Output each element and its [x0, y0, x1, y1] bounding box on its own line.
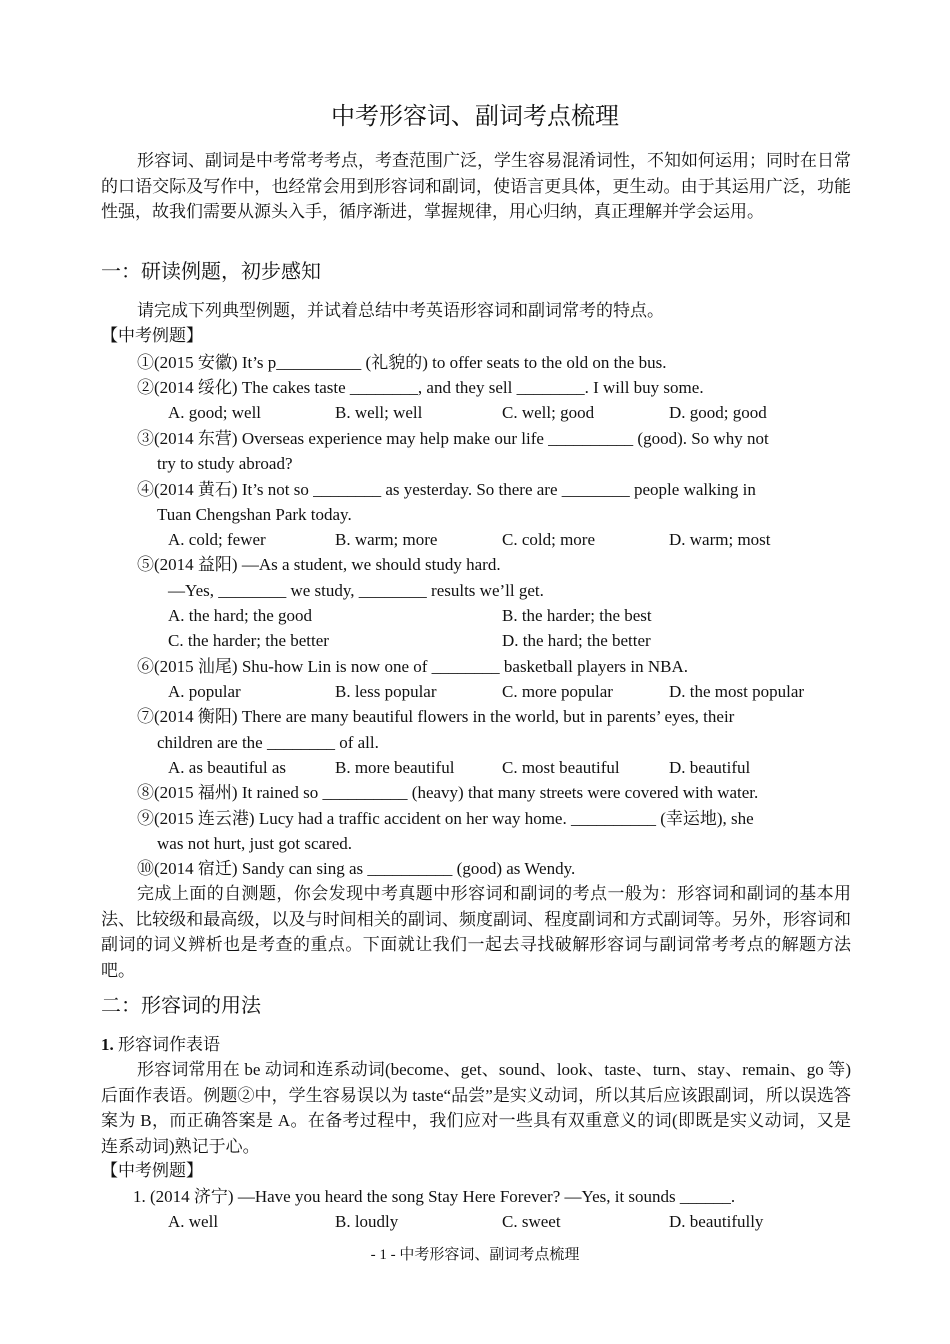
ex1-option-b: B. loudly [335, 1212, 399, 1231]
question-6: ⑥(2015 汕尾) Shu-how Lin is now one of ________ basketball players in NBA. [137, 657, 689, 676]
q5-option-c: C. the harder; the better [168, 631, 329, 650]
q5-option-b: B. the harder; the best [502, 606, 652, 625]
page-footer: - 1 - 中考形容词、副词考点梳理 [370, 1247, 580, 1263]
q4-option-c: C. cold; more [502, 530, 596, 549]
question-8: ⑧(2015 福州) It rained so __________ (heavy) that many streets were covered with water. [137, 783, 759, 802]
q7-option-c: C. most beautiful [502, 758, 620, 777]
question-1: ①(2015 安徽) It’s p__________ (礼貌的) to offer seats to the old on the bus. [137, 353, 667, 372]
question-4-cont: Tuan Chengshan Park today. [157, 505, 352, 524]
q6-option-d: D. the most popular [669, 682, 805, 701]
example-1: 1. (2014 济宁) —Have you heard the song Stay Here Forever? —Yes, it sounds ______. [133, 1187, 736, 1206]
ex1-option-a: A. well [168, 1212, 219, 1231]
q4-option-b: B. warm; more [335, 530, 438, 549]
q2-option-d: D. good; good [669, 403, 767, 422]
page-title: 中考形容词、副词考点梳理 [331, 104, 619, 130]
q5-option-a: A. the hard; the good [168, 606, 312, 625]
q4-option-a: A. cold; fewer [168, 530, 266, 549]
q2-option-b: B. well; well [335, 403, 423, 422]
q6-option-a: A. popular [168, 682, 241, 701]
question-3-cont: try to study abroad? [157, 454, 293, 473]
question-5: ⑤(2014 益阳) —As a student, we should study hard. [137, 555, 501, 574]
q4-option-d: D. warm; most [669, 530, 771, 549]
summary-paragraph: 完成上面的自测题，你会发现中考真题中形容词和副词的考点一般为：形容词和副词的基本用法、比较级和最高级，以及与时间相关的副词、频度副词、程度副词和方式副词等。另外，形容词和副词的词义辨析也是考查的重点。下面就让我们一起去寻找破解形容词与副词常考考点的解题方法吧。 [101, 884, 851, 980]
q7-option-a: A. as beautiful as [168, 758, 287, 777]
exam-label: 【中考例题】 [101, 326, 203, 345]
q7-option-b: B. more beautiful [335, 758, 455, 777]
q2-option-c: C. well; good [502, 403, 595, 422]
question-3: ③(2014 东营) Overseas experience may help make our life __________ (good). So why not [137, 429, 769, 448]
question-7: ⑦(2014 衡阳) There are many beautiful flowers in the world, but in parents’ eyes, their [137, 707, 735, 726]
instruction-text: 请完成下列典型例题，并试着总结中考英语形容词和副词常考的特点。 [137, 301, 664, 320]
q6-option-b: B. less popular [335, 682, 437, 701]
intro-paragraph: 形容词、副词是中考常考考点，考查范围广泛，学生容易混淆词性，不知如何运用；同时在日常的口语交际及写作中，也经常会用到形容词和副词，使语言更具体，更生动。由于其运用广泛，功能性强，故我们需要从源头入手，循序渐进，掌握规律，用心归纳，真正理解并学会运用。 [101, 151, 851, 221]
section2-paragraph: 形容词常用在 be 动词和连系动词(become、get、sound、look、taste、turn、stay、remain、go 等)后面作表语。例题②中，学生容易误以为 taste“品尝”是实义动词，所以其后应该跟副词，所以误选答案为 B，而正确答案是 A。在备考过程中，我们应对一些具有双重意义的词(即既是实义动词，又是连系动词)熟记于心。 [101, 1060, 852, 1156]
subsection-label: 形容词作表语 [118, 1035, 220, 1054]
q2-option-a: A. good; well [168, 403, 262, 422]
ex1-option-c: C. sweet [502, 1212, 561, 1231]
question-10: ⑩(2014 宿迁) Sandy can sing as __________ (good) as Wendy. [137, 859, 576, 878]
subsection-title [101, 1032, 220, 1057]
section1-heading: 一：研读例题，初步感知 [101, 261, 321, 283]
q5-option-d: D. the hard; the better [502, 631, 651, 650]
question-9: ⑨(2015 连云港) Lucy had a traffic accident on her way home. __________ (幸运地), she [137, 809, 754, 828]
question-7-cont: children are the ________ of all. [157, 733, 379, 752]
question-5-cont: —Yes, ________ we study, ________ results we’ll get. [168, 581, 544, 600]
question-9-cont: was not hurt, just got scared. [157, 834, 352, 853]
q6-option-c: C. more popular [502, 682, 613, 701]
section2-heading: 二：形容词的用法 [101, 995, 261, 1017]
question-4: ④(2014 黄石) It’s not so ________ as yesterday. So there are ________ people walking in [137, 480, 756, 499]
question-2: ②(2014 绥化) The cakes taste ________, and they sell ________. I will buy some. [137, 378, 704, 397]
q7-option-d: D. beautiful [669, 758, 751, 777]
subsection-number: 1. [101, 1035, 114, 1054]
exam-label-2: 【中考例题】 [101, 1161, 203, 1180]
ex1-option-d: D. beautifully [669, 1212, 764, 1231]
